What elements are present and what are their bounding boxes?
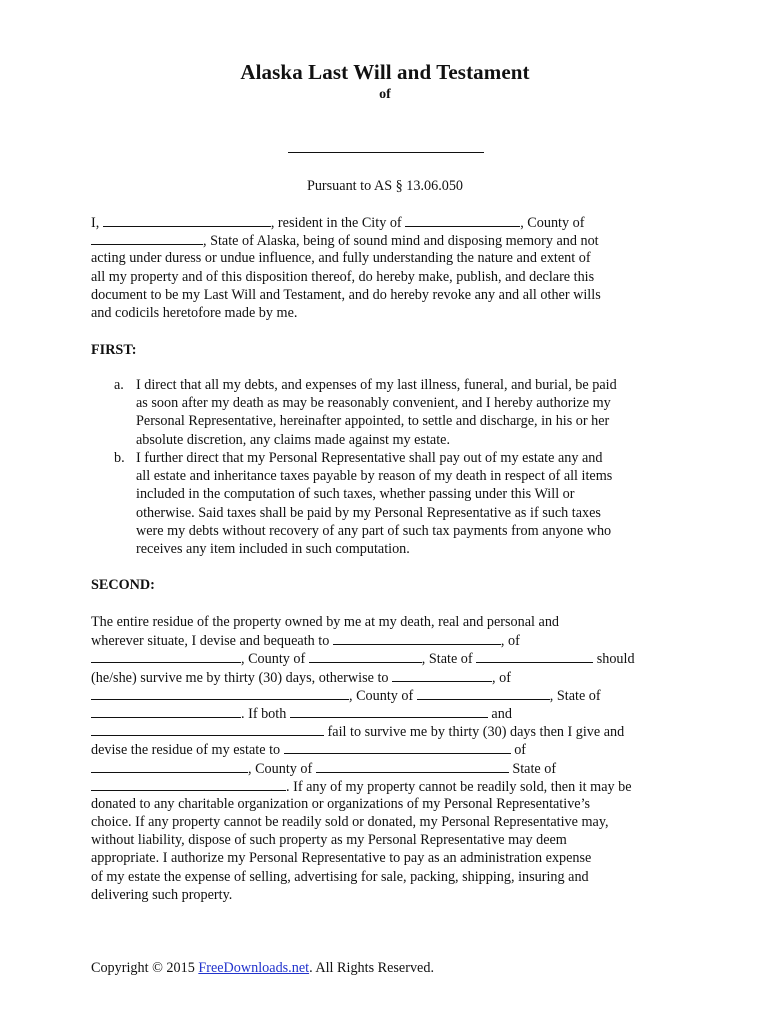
alternate-state-field[interactable] xyxy=(91,704,241,718)
second-heading: SECOND: xyxy=(91,577,155,593)
second-text: should xyxy=(596,651,635,668)
second-text: devise the residue of my estate to xyxy=(91,742,281,759)
item-body xyxy=(136,376,696,449)
item-text: otherwise. Said taxes shall be paid by my Personal Representative as if such taxes xyxy=(136,504,601,521)
item-body xyxy=(136,449,696,558)
county-field[interactable] xyxy=(91,231,203,245)
beneficiary-county-field[interactable] xyxy=(309,649,422,663)
second-text: appropriate. I authorize my Personal Representative to pay as an administration expense xyxy=(91,850,592,867)
second-paragraph xyxy=(91,613,691,904)
intro-text: document to be my Last Will and Testament, and do hereby revoke any and all other wills xyxy=(91,286,601,303)
second-text: The entire residue of the property owned by me at my death, real and personal and xyxy=(91,614,560,630)
second-text: . If any of my property cannot be readily sold, then it may be xyxy=(286,778,632,795)
second-text: , County of xyxy=(241,651,306,668)
both-beneficiary-two-field[interactable] xyxy=(91,722,324,736)
item-marker: b. xyxy=(114,450,125,466)
second-text: , of xyxy=(492,669,511,686)
contingent-city-field[interactable] xyxy=(91,759,248,773)
second-text: , County of xyxy=(248,760,313,777)
both-beneficiary-one-field[interactable] xyxy=(290,704,488,718)
second-text: , State of xyxy=(421,651,473,668)
second-text: wherever situate, I devise and bequeath to xyxy=(91,633,330,650)
item-text: I further direct that my Personal Representative shall pay out of my estate any and xyxy=(136,450,603,466)
second-text: donated to any charitable organization or organizations of my Personal Representative’s xyxy=(91,795,591,812)
second-text: State of xyxy=(512,760,557,777)
intro-text: , resident in the City of xyxy=(270,215,402,231)
second-text: , of xyxy=(500,633,520,650)
intro-text: I, xyxy=(91,215,100,231)
testator-name-blank[interactable] xyxy=(288,152,484,153)
alternate-city-field[interactable] xyxy=(91,686,349,700)
copyright-text: Copyright © 2015 xyxy=(91,960,199,976)
intro-text: acting under duress or undue influence, and fully understanding the nature and extent of xyxy=(91,250,591,267)
contingent-beneficiary-field[interactable] xyxy=(284,740,511,754)
beneficiary-state-field[interactable] xyxy=(476,649,593,663)
alternate-beneficiary-field[interactable] xyxy=(392,668,492,682)
item-text: included in the computation of such taxes, whether passing under this Will or xyxy=(136,486,575,503)
second-text: choice. If any property cannot be readily sold or donated, my Personal Representative may, xyxy=(91,814,609,831)
second-text: of xyxy=(514,742,527,759)
beneficiary-city-field[interactable] xyxy=(91,649,241,663)
item-text: absolute discretion, any claims made against my estate. xyxy=(136,431,451,448)
freedownloads-link[interactable]: FreeDownloads.net xyxy=(198,960,310,976)
statute-reference: Pursuant to AS § 13.06.050 xyxy=(306,178,464,194)
beneficiary-name-field[interactable] xyxy=(333,631,501,645)
second-text: without liability, dispose of such property as my Personal Representative may deem xyxy=(91,832,567,849)
copyright-text: . All Rights Reserved. xyxy=(309,960,434,976)
second-text: and xyxy=(491,705,512,722)
item-text: I direct that all my debts, and expenses of my last illness, funeral, and burial, be paid xyxy=(136,377,617,393)
city-field[interactable] xyxy=(405,213,520,227)
second-text: , State of xyxy=(549,687,601,704)
intro-paragraph xyxy=(91,213,691,322)
contingent-county-field[interactable] xyxy=(316,759,509,773)
intro-text: , State of Alaska, being of sound mind and disposing memory and not xyxy=(203,233,599,250)
second-text: fail to survive me by thirty (30) days then I give and xyxy=(327,724,625,741)
second-text: . If both xyxy=(241,705,287,722)
copyright-footer xyxy=(91,960,434,977)
item-text: were my debts without recovery of any part of such tax payments from anyone who xyxy=(136,522,612,539)
of-label: of xyxy=(379,87,391,102)
second-text: (he/she) survive me by thirty (30) days, otherwise to xyxy=(91,669,389,686)
document-title: Alaska Last Will and Testament xyxy=(240,60,530,84)
intro-text: all my property and of this disposition thereof, do hereby make, publish, and declare this xyxy=(91,268,595,285)
contingent-state-field[interactable] xyxy=(91,777,286,791)
second-text: of my estate the expense of selling, advertising for sale, packing, shipping, insuring and xyxy=(91,868,589,885)
second-text: , County of xyxy=(349,687,414,704)
item-text: receives any item included in such computation. xyxy=(136,540,410,557)
second-text: delivering such property. xyxy=(91,886,233,903)
first-heading: FIRST: xyxy=(91,342,137,358)
testator-name-field[interactable] xyxy=(103,213,271,227)
intro-text: and codicils heretofore made by me. xyxy=(91,304,298,321)
item-text: Personal Representative, hereinafter appointed, to settle and discharge, in his or her xyxy=(136,413,610,430)
alternate-county-field[interactable] xyxy=(417,686,550,700)
item-text: all estate and inheritance taxes payable by reason of my death in respect of all items xyxy=(136,468,613,485)
item-marker: a. xyxy=(114,377,124,393)
intro-text: , County of xyxy=(520,215,585,231)
item-text: as soon after my death as may be reasonably convenient, and I hereby authorize my xyxy=(136,395,611,412)
